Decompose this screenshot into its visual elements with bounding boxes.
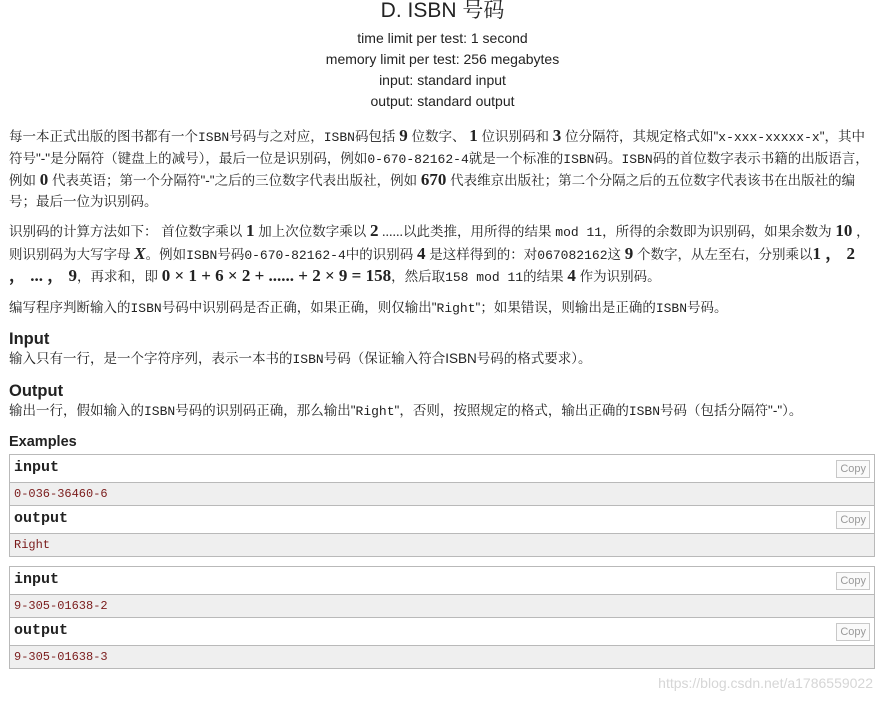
problem-header: [0, 0, 885, 112]
example-block-1: [9, 454, 875, 557]
input-label: input: [14, 459, 60, 477]
copy-output-button[interactable]: Copy: [836, 511, 870, 529]
output-label: output: [14, 510, 69, 528]
output-section-text: 输出一行，假如输入的ISBN号码的识别码正确，那么输出"Right"，否则，按照规定的格式，输出正确的ISBN号码（包括分隔符"-"）。: [9, 402, 803, 419]
statement-paragraph-3: 编写程序判断输入的ISBN号码中识别码是否正确，如果正确，则仅输出"Right"；如果错误，则输出是正确的ISBN号码。: [9, 299, 728, 316]
example-block-2: [9, 566, 875, 669]
input-section-text: 输入只有一行，是一个字符序列，表示一本书的ISBN号码（保证输入符合ISBN号码的格式要求）。: [9, 351, 592, 367]
problem-title: D. ISBN 号码: [380, 0, 505, 22]
example-input-header: [10, 567, 874, 595]
example-input-header: [10, 455, 874, 483]
output-section-title: Output: [9, 381, 64, 400]
statement-paragraph-1: 每一本正式出版的图书都有一个ISBN号码与之对应，ISBN码包括 9 位数字、 1 位识别码和 3 位分隔符，其规定格式如"x-xxx-xxxxx-x"，其中符号"-"是分隔符（键盘上的减号），最后一位是识别码，例如0-670-82162-4就是一个标准的ISBN码。ISBN码的首位数字表示书籍的出版语言，例如 0 代表英语；第一个分隔符"-"之后的三位数字代表出版社，例如 670 代表维京出版社；第二个分隔之后的五位数字代表该书在出版社的编号；最后一位为识别码。: [9, 126, 869, 209]
input-spec: input: standard input: [379, 72, 506, 88]
example-output-header: [10, 506, 874, 534]
time-limit: time limit per test: 1 second: [357, 30, 528, 46]
example-output-value: 9-305-01638-3: [10, 646, 874, 668]
copy-input-button[interactable]: Copy: [836, 460, 870, 478]
example-output-value: Right: [10, 534, 874, 556]
copy-input-button[interactable]: Copy: [836, 572, 870, 590]
statement-paragraph-2: 识别码的计算方法如下： 首位数字乘以 1 加上次位数字乘以 2 ......以此类推，用所得的结果 mod 11，所得的余数即为识别码，如果余数为 10 ，则识别码为大写字母 X。例如ISBN号码0-670-82162-4中的识别码 4 是这样得到的：对067082162这 9 个数字，从左至右，分别乘以1 ， 2 ， ... ， 9，再求和，即 0 × 1 + 6 × 2 + ...... + 2 × 9 = 158，然后取158 mod 11的结果 4 作为识别码。: [9, 221, 870, 285]
output-label: output: [14, 622, 69, 640]
examples-title: Examples: [9, 434, 77, 450]
problem-statement: [9, 126, 875, 669]
example-output-header: [10, 618, 874, 646]
copy-output-button[interactable]: Copy: [836, 623, 870, 641]
memory-limit: memory limit per test: 256 megabytes: [325, 51, 560, 67]
input-section-title: Input: [9, 330, 50, 348]
example-input-value: 9-305-01638-2: [10, 595, 874, 618]
watermark-text: https://blog.csdn.net/a1786559022: [658, 675, 873, 691]
input-label: input: [14, 571, 60, 589]
output-spec: output: standard output: [370, 93, 515, 109]
example-input-value: 0-036-36460-6: [10, 483, 874, 506]
